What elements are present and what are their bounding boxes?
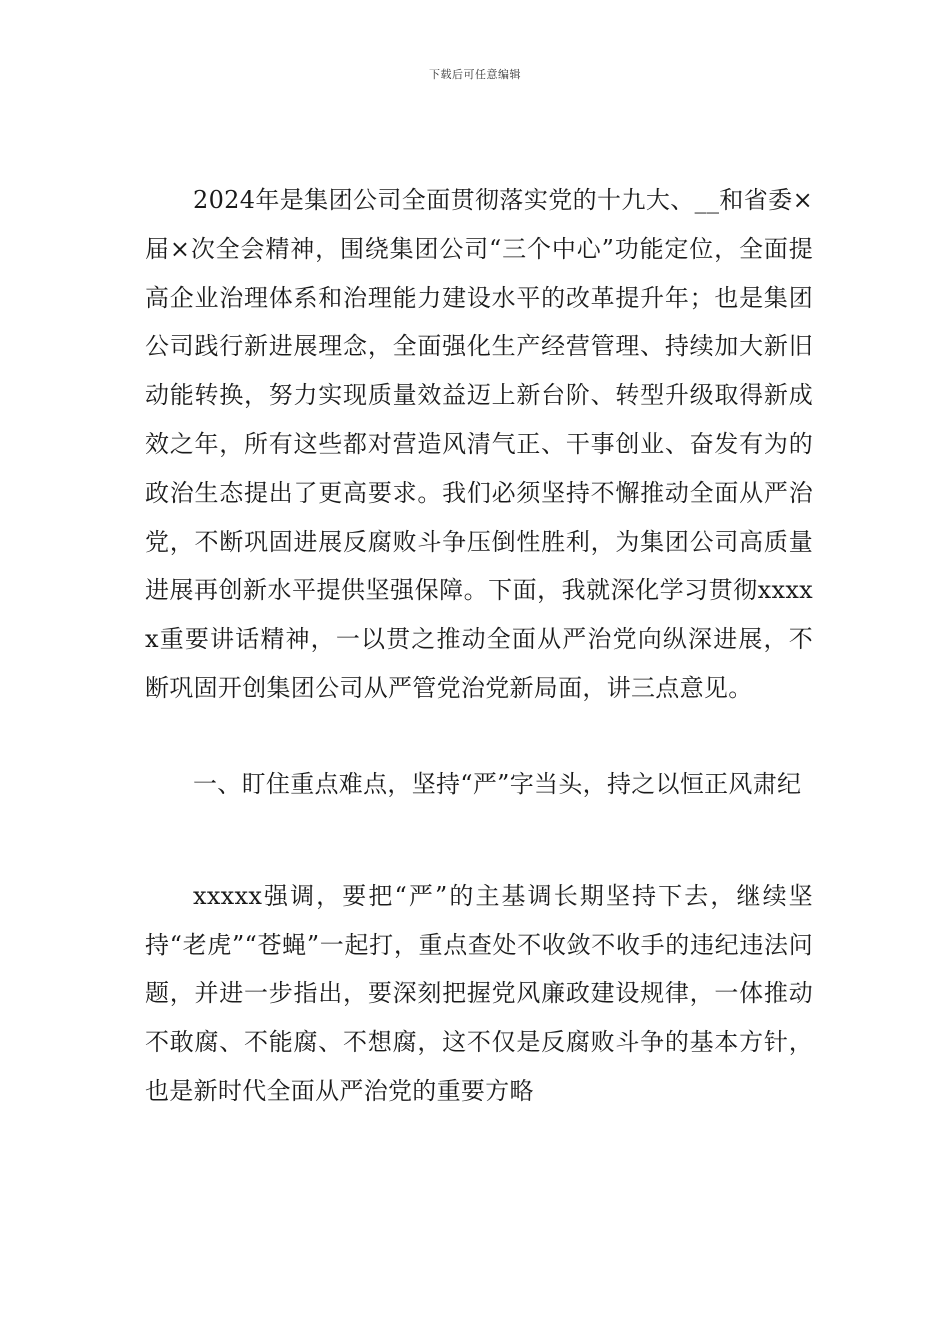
document-body [145,176,813,1116]
paragraph-spacer [145,807,813,872]
body-paragraph-section-1: xxxxx强调，要把“严”的主基调长期坚持下去，继续坚持“老虎”“苍蝇”一起打，重点查处不收敛不收手的违纪违法问题，并进一步指出，要深刻把握党风廉政建设规律，一体推动不敢腐、不能腐、不想腐，这不仅是反腐败斗争的基本方针，也是新时代全面从严治党的重要方略 [145,881,813,1105]
section-heading-1: 一、盯住重点难点，坚持“严”字当头，持之以恒正风肃纪 [193,769,802,798]
body-paragraph-intro: 2024年是集团公司全面贯彻落实党的十九大、__和省委×届×次全会精神，围绕集团公司“三个中心”功能定位，全面提高企业治理体系和治理能力建设水平的改革提升年；也是集团公司践行新进展理念，全面强化生产经营管理、持续加大新旧动能转换，努力实现质量效益迈上新台阶、转型升级取得新成效之年，所有这些都对营造风清气正、干事创业、奋发有为的政治生态提出了更高要求。我们必须坚持不懈推动全面从严治党，不断巩固进展反腐败斗争压倒性胜利，为集团公司高质量进展再创新水平提供坚强保障。下面，我就深化学习贯彻xxxxx重要讲话精神，一以贯之推动全面从严治党向纵深进展，不断巩固开创集团公司从严管党治党新局面，讲三点意见。 [145,186,813,702]
page-header: 下载后可任意编辑 [429,68,521,81]
paragraph-spacer [145,713,813,761]
